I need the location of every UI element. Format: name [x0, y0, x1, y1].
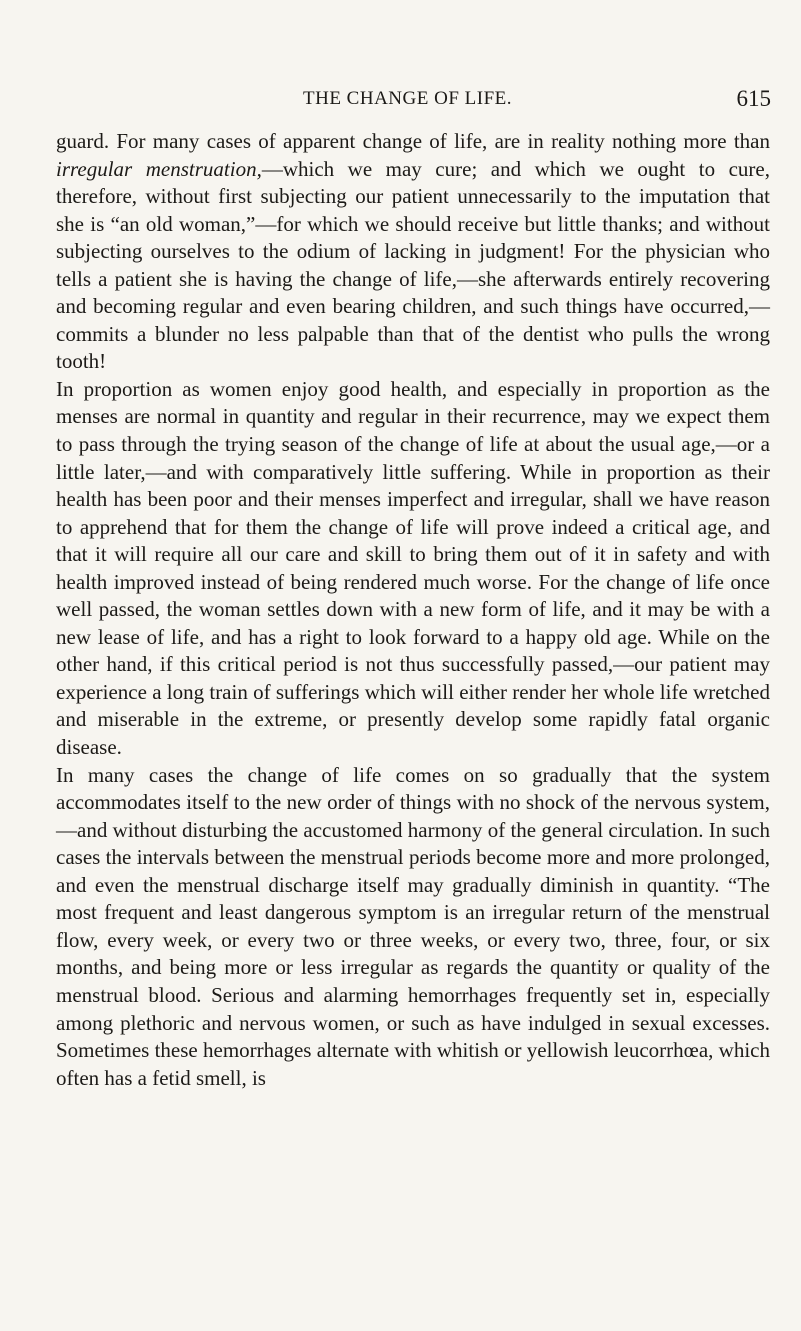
paragraph-1-text-after: —which we may cure; and which we ought to cure, therefore, without first subjecting our patient unnecessarily to the imputation that she is “an old woman,”—for which we should receive but little thanks; and without subjecting ourselves to the odium of lacking in judgment! For the physician who tells a patient she is having the change of life,—she afterwards entirely recovering and becoming regular and even bearing children, and such things have occurred,—commits a blunder no less palpable than that of the dentist who pulls the wrong tooth! — [56, 156, 770, 374]
paragraph-1 — [56, 128, 770, 376]
body-text — [56, 128, 770, 1092]
paragraph-1-text-before: guard. For many cases of apparent change of life, are in reality nothing more than — [56, 129, 770, 153]
paragraph-2: In proportion as women enjoy good health, and especially in proportion as the menses are normal in quantity and regular in their recurrence, may we expect them to pass through the trying season of the change of life at about the usual age,—or a little later,—and with comparatively little suffering. While in proportion as their health has been poor and their menses imperfect and irregular, shall we have reason to apprehend that for them the change of life will prove indeed a critical age, and that it will require all our care and skill to bring them out of it in safety and with health improved instead of being rendered much worse. For the change of life once well passed, the woman settles down with a new form of life, and it may be with a new lease of life, and has a right to look forward to a happy old age. While on the other hand, if this critical period is not thus successfully passed,—our patient may experience a long train of sufferings which will either render her whole life wretched and miserable in the extreme, or presently develop some rapidly fatal organic disease. — [56, 376, 770, 760]
running-head — [44, 88, 771, 112]
italic-term: irregular menstruation, — [56, 156, 262, 181]
page-number: 615 — [736, 86, 771, 111]
paragraph-3: In many cases the change of life comes on so gradually that the system accommodates itself to the new order of things with no shock of the nervous system,—and without disturbing the accustomed harmony of the general circulation. In such cases the intervals between the menstrual periods become more and more prolonged, and even the menstrual discharge itself may gradually diminish in quantity. “The most frequent and least dangerous symptom is an irregular return of the menstrual flow, every week, or every two or three weeks, or every two, three, four, or six months, and being more or less irregular as regards the quantity or quality of the menstrual blood. Serious and alarming hemorrhages frequently set in, especially among plethoric and nervous women, or such as have indulged in sexual excesses. Sometimes these hemorrhages alternate with whitish or yellowish leucorrhœa, which often has a fetid smell, is — [56, 762, 770, 1090]
running-title: THE CHANGE OF LIFE. — [303, 88, 512, 109]
